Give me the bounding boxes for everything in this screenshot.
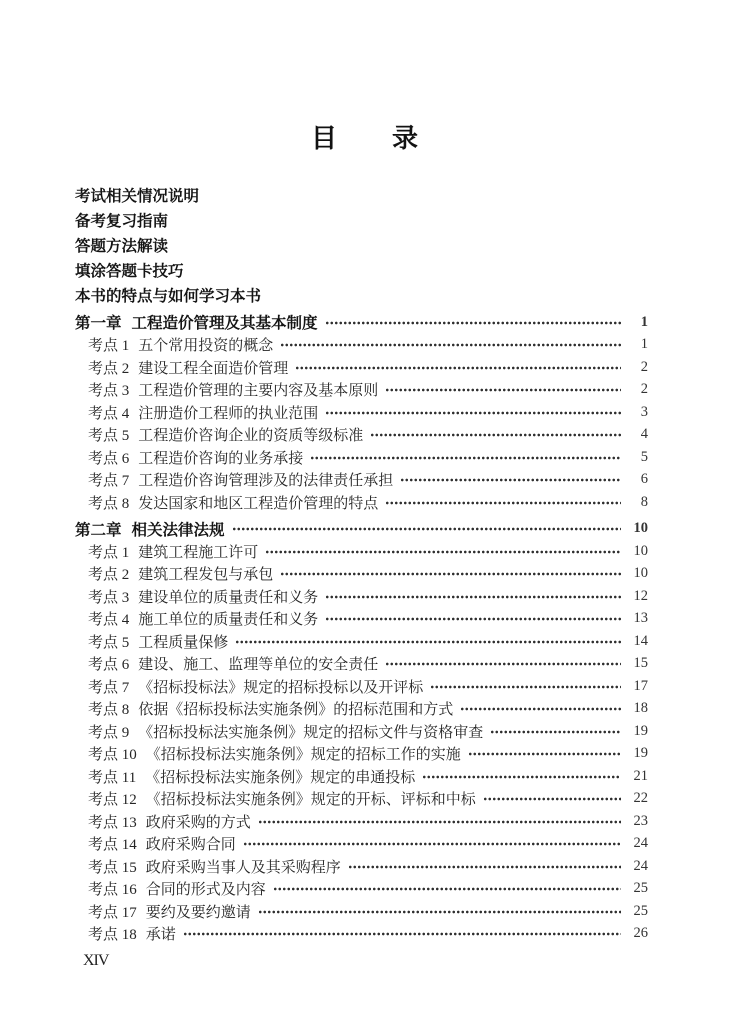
dot-leader [325,411,621,415]
toc-entry [75,607,648,630]
page-number: 8 [640,493,648,510]
dot-leader [483,797,621,801]
entry-title: 合同的形式及内容 [145,882,266,899]
entry-title: 政府采购合同 [145,837,236,854]
entry-title: 建设单位的质量责任和义务 [138,589,319,606]
dot-leader [385,501,621,505]
entry-label: 考点 10 [88,747,137,764]
entry-label: 考点 1 [88,544,130,561]
page-number: 24 [633,857,648,874]
entry-title: 政府采购当事人及其采购程序 [145,859,341,876]
entry-label: 考点 8 [88,495,130,512]
dot-leader [430,685,621,689]
entry-title: 建设、施工、监理等单位的安全责任 [138,657,379,674]
chapter-entry [75,517,648,540]
entry-title: 备考复习指南 [75,213,169,231]
dot-leader [490,730,621,734]
chapter-title: 相关法律法规 [131,521,225,539]
front-matter-entry [75,233,648,258]
entry-title: 工程质量保修 [138,634,229,651]
dot-leader [273,887,621,891]
page-number: 15 [633,655,648,672]
front-matter-entry [75,282,648,307]
page-number: 10 [633,542,648,559]
page-number: 1 [640,313,648,330]
entry-label: 考点 13 [88,814,137,831]
entry-title: 政府采购的方式 [145,814,251,831]
toc-entry [75,675,648,698]
dot-leader [400,478,621,482]
page-number: 18 [633,700,648,717]
entry-title: 《招标投标法实施条例》规定的招标文件与资格审查 [138,724,484,741]
entry-label: 考点 17 [88,904,137,921]
entry-title: 工程造价咨询的业务承接 [138,450,304,467]
dot-leader [348,865,621,869]
entry-label: 考点 5 [88,634,130,651]
page-number: 10 [633,565,648,582]
dot-leader [468,752,621,756]
entry-title: 依据《招标投标法实施条例》的招标范围和方式 [138,702,454,719]
dot-leader [310,456,621,460]
entry-title: 本书的特点与如何学习本书 [75,287,262,305]
page-number: 25 [633,880,648,897]
entry-title: 五个常用投资的概念 [138,338,274,355]
dot-leader [370,433,621,437]
folio-page-number: XIV [83,952,109,969]
front-matter-entry [75,257,648,282]
page-number: 5 [640,448,648,465]
chapter-label: 第二章 [75,521,122,539]
entry-title: 《招标投标法实施条例》规定的开标、评标和中标 [145,792,476,809]
entry-label: 考点 6 [88,657,130,674]
front-matter-entry [75,183,648,208]
toc-entry [75,697,648,720]
dot-leader [280,572,621,576]
dot-leader [325,321,621,325]
toc-entry [75,468,648,491]
page-title: 目 录 [310,123,419,153]
toc-entry [75,652,648,675]
entry-label: 考点 14 [88,837,137,854]
page-number: 12 [633,587,648,604]
page-number: 6 [640,471,648,488]
page-number: 13 [633,610,648,627]
page-number: 19 [633,745,648,762]
entry-label: 考点 3 [88,589,130,606]
entry-title: 工程造价管理的主要内容及基本原则 [138,383,379,400]
page-number: 4 [640,426,648,443]
toc-entry [75,720,648,743]
entry-title: 注册造价工程师的执业范围 [138,405,319,422]
toc-entry [75,423,648,446]
page-number: 26 [633,925,648,942]
entry-title: 《招标投标法实施条例》规定的串通投标 [145,769,416,786]
entry-title: 工程造价咨询企业的资质等级标准 [138,428,364,445]
page-number: 10 [633,520,648,537]
dot-leader [325,595,621,599]
page-number: 21 [633,767,648,784]
dot-leader [243,842,621,846]
page-number: 17 [633,677,648,694]
entry-label: 考点 1 [88,338,130,355]
entry-label: 考点 2 [88,567,130,584]
dot-leader [258,820,621,824]
chapter-label: 第一章 [75,315,122,333]
toc-entry [75,446,648,469]
toc-entry [75,900,648,923]
entry-title: 发达国家和地区工程造价管理的特点 [138,495,379,512]
toc-entry [75,877,648,900]
toc-entry [75,585,648,608]
toc-entry [75,787,648,810]
page-number: 19 [633,722,648,739]
chapter-title: 工程造价管理及其基本制度 [131,315,318,333]
entry-title: 建设工程全面造价管理 [138,360,289,377]
toc-entry [75,333,648,356]
page-number: 14 [633,632,648,649]
page-number: 2 [640,381,648,398]
entry-title: 建筑工程施工许可 [138,544,259,561]
toc-entry [75,401,648,424]
front-matter-entry [75,208,648,233]
entry-label: 考点 16 [88,882,137,899]
entry-label: 考点 18 [88,927,137,944]
page-number: 1 [640,336,648,353]
entry-title: 《招标投标法实施条例》规定的招标工作的实施 [145,747,461,764]
entry-label: 考点 7 [88,473,130,490]
entry-title: 答题方法解读 [75,237,169,255]
dot-leader [325,617,621,621]
entry-title: 填涂答题卡技巧 [75,262,184,280]
entry-label: 考点 9 [88,724,130,741]
entry-label: 考点 8 [88,702,130,719]
entry-title: 施工单位的质量责任和义务 [138,612,319,629]
toc-entry [75,922,648,945]
toc-list [75,183,648,945]
dot-leader [235,640,621,644]
dot-leader [280,343,621,347]
dot-leader [385,662,621,666]
entry-title: 建筑工程发包与承包 [138,567,274,584]
entry-label: 考点 6 [88,450,130,467]
toc-entry [75,765,648,788]
toc-entry [75,832,648,855]
dot-leader [385,388,621,392]
entry-label: 考点 15 [88,859,137,876]
page-number: 24 [633,835,648,852]
entry-label: 考点 11 [88,769,137,786]
entry-label: 考点 5 [88,428,130,445]
entry-title: 要约及要约邀请 [145,904,251,921]
entry-label: 考点 2 [88,360,130,377]
entry-label: 考点 7 [88,679,130,696]
entry-label: 考点 4 [88,405,130,422]
dot-leader [422,775,621,779]
chapter-entry [75,311,648,334]
toc-entry [75,855,648,878]
entry-title: 工程造价咨询管理涉及的法律责任承担 [138,473,394,490]
dot-leader [258,910,621,914]
entry-label: 考点 4 [88,612,130,629]
dot-leader [460,707,621,711]
page-number: 3 [640,403,648,420]
toc-entry [75,356,648,379]
page-number: 2 [640,358,648,375]
toc-entry [75,742,648,765]
entry-label: 考点 12 [88,792,137,809]
entry-title: 承诺 [145,927,176,944]
entry-title: 考试相关情况说明 [75,188,200,206]
dot-leader [265,550,621,554]
toc-entry [75,378,648,401]
toc-entry [75,630,648,653]
toc-entry [75,540,648,563]
entry-label: 考点 3 [88,383,130,400]
page-number: 25 [633,902,648,919]
toc-entry [75,562,648,585]
dot-leader [183,932,621,936]
page-number: 23 [633,812,648,829]
entry-title: 《招标投标法》规定的招标投标以及开评标 [138,679,424,696]
dot-leader [295,366,621,370]
dot-leader [232,527,621,531]
toc-entry [75,810,648,833]
toc-entry [75,491,648,514]
page-number: 22 [633,790,648,807]
